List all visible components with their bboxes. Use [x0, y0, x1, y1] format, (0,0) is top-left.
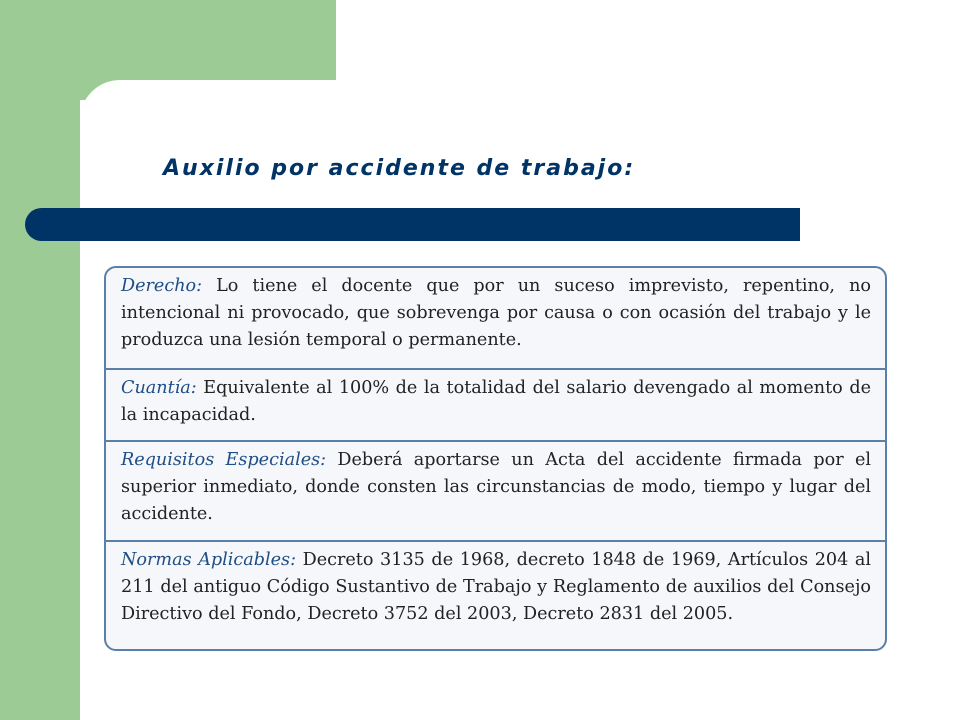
text-normas-aplicables: Decreto 3135 de 1968, decreto 1848 de 1969, Artículos 204 al 211 del antiguo Código Sustantivo de Trabajo y Reglamento de auxilios del Consejo Directivo del Fondo, Decreto 3752 del 2003, Decreto 2831 del 2005.	[121, 550, 871, 624]
benefit-info-box	[104, 266, 887, 651]
text-derecho: Lo tiene el docente que por un suceso imprevisto, repentino, no intencional ni provocado, que sobrevenga por causa o con ocasión del trabajo y le produzca una lesión temporal o permanente.	[121, 276, 871, 350]
row-requisitos-especiales	[106, 440, 885, 540]
row-normas-aplicables	[106, 540, 885, 649]
title-underline-bar	[25, 208, 800, 241]
left-green-band	[0, 0, 80, 720]
row-cuantia	[106, 368, 885, 440]
label-derecho: Derecho:	[121, 276, 203, 296]
label-requisitos-especiales: Requisitos Especiales:	[121, 450, 327, 470]
row-derecho	[106, 268, 885, 368]
label-normas-aplicables: Normas Aplicables:	[121, 550, 297, 570]
label-cuantia: Cuantía:	[121, 378, 197, 398]
text-requisitos-especiales: Deberá aportarse un Acta del accidente firmada por el superior inmediato, donde consten las circunstancias de modo, tiempo y lugar del accidente.	[121, 450, 871, 524]
text-cuantia: Equivalente al 100% de la totalidad del salario devengado al momento de la incapacidad.	[121, 378, 871, 425]
slide-title: Auxilio por accidente de trabajo:	[163, 156, 636, 181]
